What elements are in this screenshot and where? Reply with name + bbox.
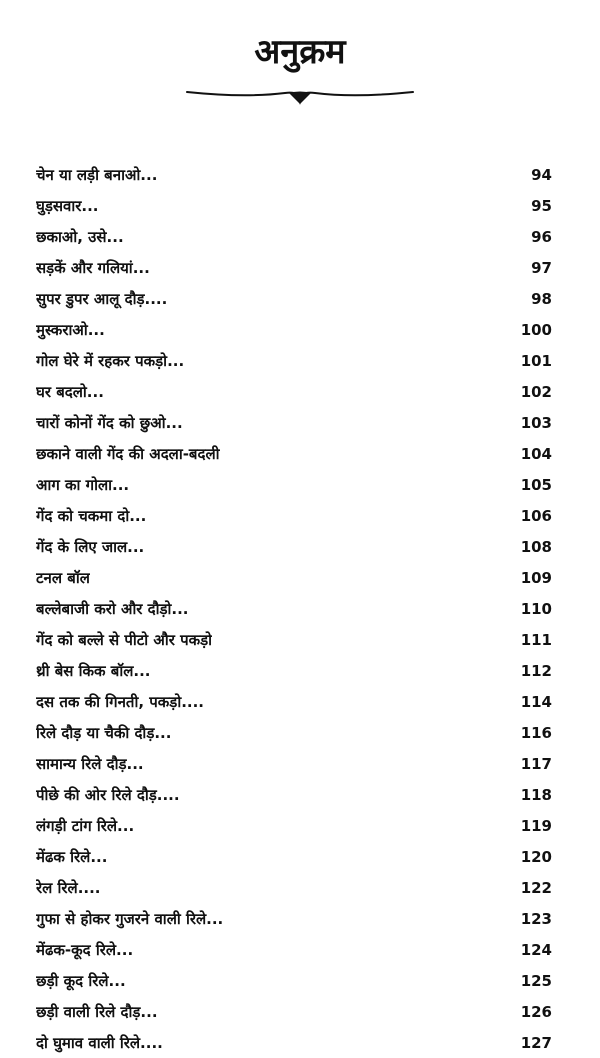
toc-entry: [36, 779, 552, 810]
toc-entry-title: चारों कोनों गेंद को छुओ...: [36, 413, 183, 432]
toc-entry-title: मेंढक रिले...: [36, 847, 108, 866]
toc-entry-title: दस तक की गिनती, पकड़ो....: [36, 692, 205, 711]
toc-entry: [36, 686, 552, 717]
toc-entry-page-number: 94: [531, 165, 552, 184]
title-divider-ornament: [185, 80, 415, 114]
toc-entry-page-number: 100: [520, 320, 552, 339]
toc-entry-page-number: 123: [520, 909, 552, 928]
toc-entry: [36, 593, 552, 624]
toc-entry: [36, 655, 552, 686]
toc-entry-page-number: 105: [520, 475, 552, 494]
toc-entry-page-number: 101: [520, 351, 552, 370]
toc-entry-page-number: 111: [520, 630, 552, 649]
toc-entry-title: गेंद को बल्ले से पीटो और पकड़ो: [36, 630, 213, 649]
toc-entry-title: दो घुमाव वाली रिले....: [36, 1033, 163, 1052]
toc-entry-title: मेंढक-कूद रिले...: [36, 940, 134, 959]
toc-entry-page-number: 120: [520, 847, 552, 866]
toc-entry: [36, 717, 552, 748]
toc-entry-title: सुपर डुपर आलू दौड़....: [36, 289, 168, 308]
toc-entry-title: गेंद को चकमा दो...: [36, 506, 147, 525]
toc-entry-page-number: 117: [520, 754, 552, 773]
toc-entry-title: छकाओ, उसे...: [36, 227, 124, 246]
toc-entry-page-number: 119: [520, 816, 552, 835]
toc-entry-page-number: 116: [520, 723, 552, 742]
toc-entry: [36, 531, 552, 562]
toc-entry: [36, 562, 552, 593]
toc-entry-title: छकाने वाली गेंद की अदला-बदली: [36, 444, 220, 463]
toc-entry: [36, 469, 552, 500]
toc-entry-title: बल्लेबाजी करो और दौड़ो...: [36, 599, 189, 618]
toc-entry-page-number: 108: [520, 537, 552, 556]
toc-entry-title: घर बदलो...: [36, 382, 104, 401]
toc-entry-page-number: 109: [520, 568, 552, 587]
toc-entry-title: गेंद के लिए जाल...: [36, 537, 145, 556]
toc-entry: [36, 872, 552, 903]
toc-entry-title: थ्री बेस किक बॉल...: [36, 661, 151, 680]
toc-entry-page-number: 126: [520, 1002, 552, 1021]
toc-entry-page-number: 106: [520, 506, 552, 525]
toc-entry: [36, 190, 552, 221]
toc-entry-title: गोल घेरे में रहकर पकड़ो...: [36, 351, 185, 370]
toc-entry: [36, 965, 552, 996]
toc-entry: [36, 314, 552, 345]
toc-entry: [36, 252, 552, 283]
toc-entry: [36, 283, 552, 314]
toc-entry: [36, 934, 552, 965]
toc-entry-title: सामान्य रिले दौड़...: [36, 754, 144, 773]
toc-entry-title: पीछे की ओर रिले दौड़....: [36, 785, 180, 804]
toc-entry-page-number: 104: [520, 444, 552, 463]
toc-entry: [36, 1027, 552, 1058]
toc-entry-page-number: 96: [531, 227, 552, 246]
toc-entry-page-number: 125: [520, 971, 552, 990]
page-title: अनुक्रम: [254, 32, 346, 72]
table-of-contents: [36, 159, 552, 1058]
toc-entry-title: आग का गोला...: [36, 475, 130, 494]
toc-entry-title: मुस्कराओ...: [36, 320, 105, 339]
toc-entry: [36, 159, 552, 190]
toc-entry-title: लंगड़ी टांग रिले...: [36, 816, 135, 835]
toc-entry-title: रिले दौड़ या चैकी दौड़...: [36, 723, 172, 742]
toc-entry: [36, 841, 552, 872]
toc-entry-page-number: 112: [520, 661, 552, 680]
toc-entry-page-number: 114: [520, 692, 552, 711]
toc-entry: [36, 407, 552, 438]
toc-entry-page-number: 127: [520, 1033, 552, 1052]
toc-entry-page-number: 102: [520, 382, 552, 401]
toc-entry: [36, 903, 552, 934]
toc-entry: [36, 810, 552, 841]
toc-entry-title: टनल बॉल: [36, 568, 90, 587]
toc-entry-title: गुफा से होकर गुजरने वाली रिले...: [36, 909, 224, 928]
toc-entry: [36, 500, 552, 531]
toc-entry-page-number: 110: [520, 599, 552, 618]
toc-entry-title: रेल रिले....: [36, 878, 101, 897]
toc-entry-page-number: 97: [531, 258, 552, 277]
toc-entry: [36, 221, 552, 252]
toc-entry-page-number: 124: [520, 940, 552, 959]
toc-entry-page-number: 103: [520, 413, 552, 432]
toc-entry: [36, 345, 552, 376]
toc-entry: [36, 996, 552, 1027]
toc-entry-title: छड़ी वाली रिले दौड़...: [36, 1002, 158, 1021]
toc-entry-title: सड़कें और गलियां...: [36, 258, 150, 277]
toc-entry: [36, 438, 552, 469]
toc-entry-page-number: 122: [520, 878, 552, 897]
toc-entry: [36, 748, 552, 779]
toc-entry-title: चेन या लड़ी बनाओ...: [36, 165, 158, 184]
toc-entry-title: घुड़सवार...: [36, 196, 99, 215]
toc-entry: [36, 624, 552, 655]
toc-entry: [36, 376, 552, 407]
toc-entry-page-number: 95: [531, 196, 552, 215]
toc-entry-title: छड़ी कूद रिले...: [36, 971, 126, 990]
toc-entry-page-number: 118: [520, 785, 552, 804]
toc-entry-page-number: 98: [531, 289, 552, 308]
